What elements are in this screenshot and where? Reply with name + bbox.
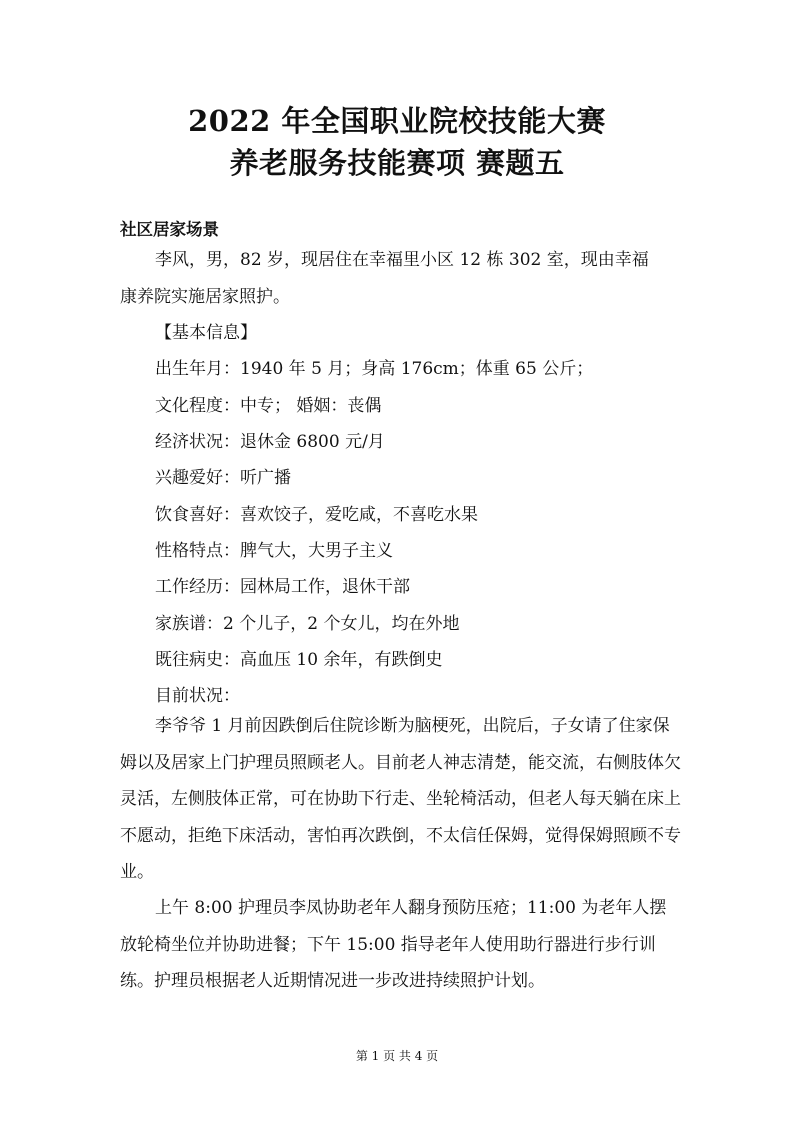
schedule-paragraph: 上午 8:00 护理员李凤协助老年人翻身预防压疮；11:00 为老年人摆放轮椅坐位并协助进餐；下午 15:00 指导老年人使用助行器进行步行训练。护理员根据老人近期情况进一步改进持续照护计划。 [120, 898, 667, 991]
info-personality: 性格特点：脾气大，大男子主义 [155, 541, 393, 561]
section-heading: 社区居家场景 [120, 220, 219, 239]
info-education: 文化程度：中专； 婚姻：丧偶 [155, 396, 382, 416]
intro-line-1: 李风，男，82 岁，现居住在幸福里小区 12 栋 302 室，现由幸福 [155, 250, 649, 270]
info-birth: 出生年月：1940 年 5 月；身高 176cm；体重 65 公斤； [155, 359, 594, 379]
intro-line-2: 康养院实施居家照护。 [120, 287, 290, 307]
status-paragraph: 李爷爷 1 月前因跌倒后住院诊断为脑梗死，出院后，子女请了住家保姆以及居家上门护理员照顾老人。目前老人神志清楚，能交流，右侧肢体欠灵活，左侧肢体正常，可在协助下行走、坐轮椅活动，但老人每天躺在床上不愿动，拒绝下床活动，害怕再次跌倒，不太信任保姆，觉得保姆照顾不专业。 [120, 716, 681, 882]
schedule-paragraph-block [120, 890, 682, 1000]
info-current-label: 目前状况： [155, 686, 240, 706]
info-hobby: 兴趣爱好：听广播 [155, 468, 291, 488]
page-footer: 第 1 页 共 4 页 [355, 1049, 439, 1063]
info-family: 家族谱：2 个儿子，2 个女儿，均在外地 [155, 614, 460, 634]
info-economy: 经济状况：退休金 6800 元/月 [155, 432, 385, 452]
doc-title-line2: 养老服务技能赛项 赛题五 [229, 146, 565, 180]
status-paragraph-block [120, 708, 682, 891]
info-history: 既往病史：高血压 10 余年，有跌倒史 [155, 650, 443, 670]
info-work: 工作经历：园林局工作，退休干部 [155, 577, 410, 597]
info-diet: 饮食喜好：喜欢饺子，爱吃咸，不喜吃水果 [155, 505, 478, 525]
basic-info-heading: 【基本信息】 [155, 323, 257, 343]
doc-title-line1: 2022 年全国职业院校技能大赛 [188, 104, 606, 138]
